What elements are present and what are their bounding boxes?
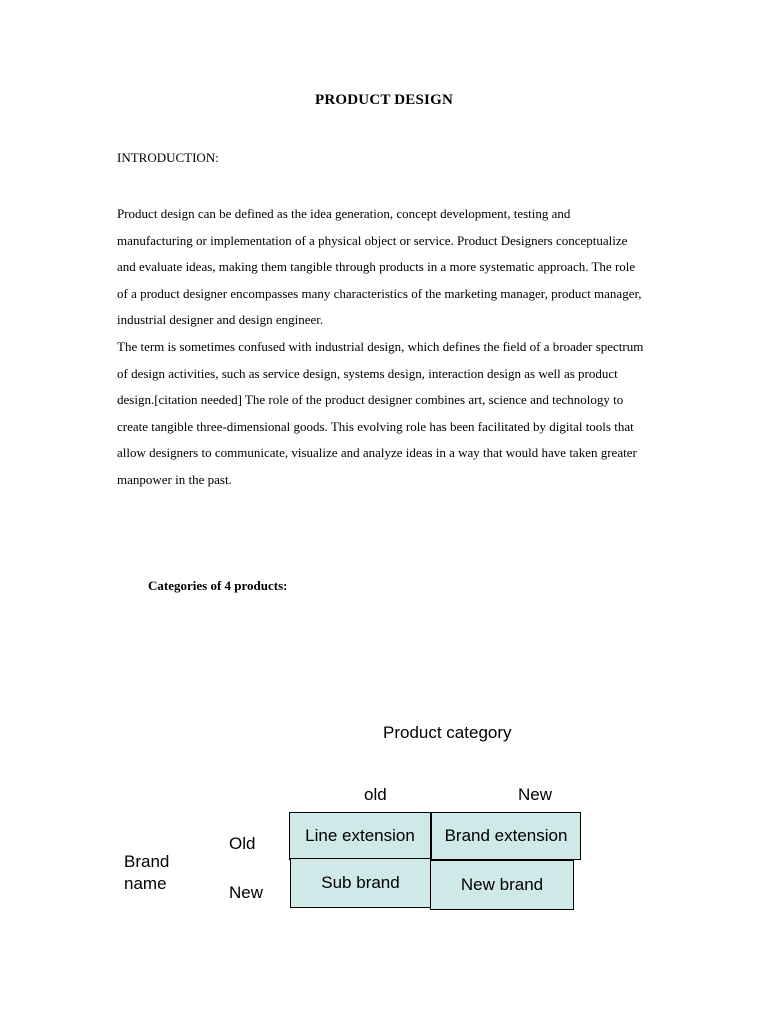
column-label-old: old	[364, 785, 387, 804]
cell-brand-extension: Brand extension	[431, 812, 581, 860]
paragraph-1: Product design can be defined as the idea generation, concept development, testing and manufacturing or implementation of a physical object or service. Product Designers conceptualize and evaluate ideas, making them tangible through products in a more systematic approach. The role of a product designer encompasses many characteristics of the marketing manager, product manager, industrial designer and design engineer.	[117, 206, 642, 328]
paragraph-2: The term is sometimes confused with industrial design, which defines the field of a broader spectrum of design activities, such as service design, systems design, interaction design as well as product design.[citation needed] The role of the product designer combines art, science and technology to create tangible three-dimensional goods. This evolving role has been facilitated by digital tools that allow designers to communicate, visualize and analyze ideas in a way that would have taken greater manpower in the past.	[117, 338, 644, 487]
cell-new-brand: New brand	[430, 860, 574, 910]
categories-heading: Categories of 4 products:	[148, 578, 288, 593]
column-label-new: New	[518, 785, 553, 804]
diagram-top-label: Product category	[383, 723, 512, 742]
body-text	[117, 201, 647, 494]
page-title: PRODUCT DESIGN	[315, 92, 453, 108]
cell-sub-brand: Sub brand	[290, 858, 431, 908]
cell-line-extension: Line extension	[289, 812, 431, 860]
intro-heading: INTRODUCTION:	[117, 150, 219, 165]
side-label-name: name	[124, 874, 167, 893]
row-label-old: Old	[229, 834, 256, 853]
side-label-brand: Brand	[124, 852, 170, 871]
row-label-new: New	[229, 883, 264, 902]
